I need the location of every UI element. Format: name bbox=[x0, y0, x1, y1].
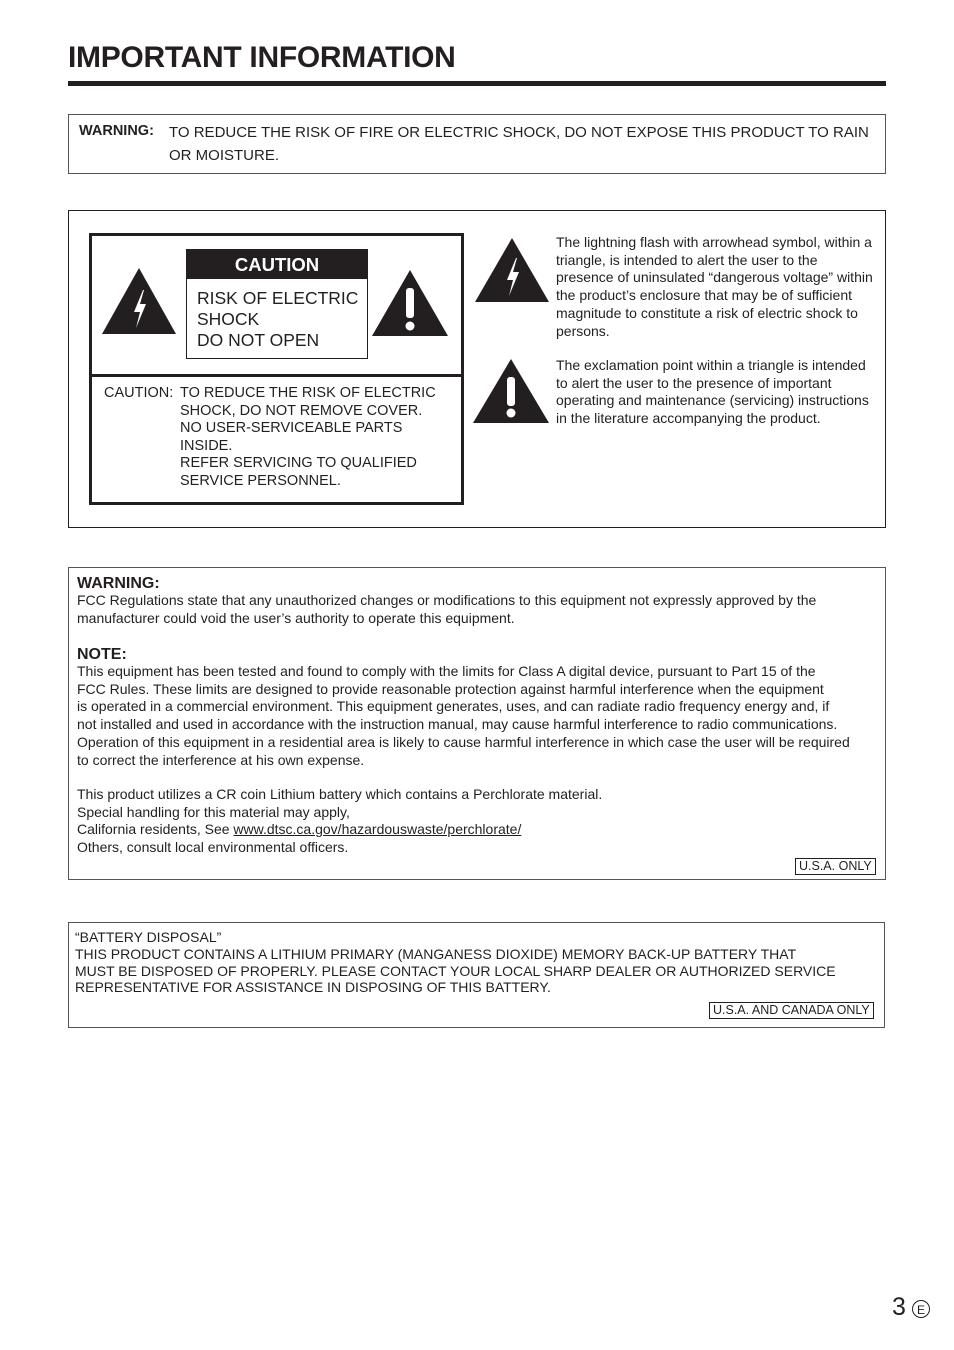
fcc-note-line: to correct the interference at his own expense. bbox=[77, 751, 365, 768]
fcc-note-text bbox=[77, 663, 877, 769]
warning-text: TO REDUCE THE RISK OF FIRE OR ELECTRIC SHOCK, DO NOT EXPOSE THIS PRODUCT TO RAIN OR MOISTURE. bbox=[169, 124, 869, 164]
caution-label-divider bbox=[89, 374, 464, 377]
battery-disposal-line: REPRESENTATIVE FOR ASSISTANCE IN DISPOSING OF THIS BATTERY. bbox=[75, 979, 551, 996]
perchlorate-notice bbox=[77, 786, 877, 857]
caution-line: RISK OF ELECTRIC bbox=[197, 288, 359, 308]
page-title: IMPORTANT INFORMATION bbox=[68, 41, 456, 74]
fcc-note-line: Operation of this equipment in a residential area is likely to cause harmful interference in which case the user will be required bbox=[77, 733, 850, 750]
battery-disposal-text bbox=[75, 929, 875, 996]
california-prefix: California residents, See bbox=[77, 821, 234, 838]
perchlorate-link[interactable]: www.dtsc.ca.gov/hazardouswaste/perchlorate/ bbox=[233, 821, 522, 838]
caution-line: SHOCK bbox=[197, 309, 260, 329]
fcc-note-line: not installed and used in accordance with the instruction manual, may cause harmful interference to radio communications. bbox=[77, 716, 838, 733]
perchlorate-line: This product utilizes a CR coin Lithium battery which contains a Perchlorate material. bbox=[77, 786, 603, 802]
page-number: 3 bbox=[892, 1293, 906, 1321]
fcc-note-heading: NOTE: bbox=[77, 646, 127, 663]
fcc-note-line: is operated in a commercial environment. This equipment generates, uses, and can radiate radio frequency energy and, if bbox=[77, 698, 830, 715]
others-line: Others, consult local environmental officers. bbox=[77, 839, 349, 856]
language-badge: E bbox=[912, 1300, 930, 1318]
lightning-symbol-icon bbox=[473, 236, 551, 304]
fcc-warning-line: FCC Regulations state that any unauthorized changes or modifications to this equipment not expressly approved by the bbox=[77, 592, 817, 608]
caution-note-line: INSIDE. bbox=[180, 437, 233, 454]
caution-note-line: TO REDUCE THE RISK OF ELECTRIC bbox=[180, 385, 436, 401]
perchlorate-line: Special handling for this material may apply, bbox=[77, 803, 350, 820]
fcc-warning-text bbox=[77, 592, 877, 627]
battery-disposal-line: MUST BE DISPOSED OF PROPERLY. PLEASE CONTACT YOUR LOCAL SHARP DEALER OR AUTHORIZED SERVICE bbox=[75, 962, 836, 979]
region-tag-usa-canada: U.S.A. AND CANADA ONLY bbox=[709, 1002, 874, 1019]
exclamation-symbol-description: The exclamation point within a triangle is intended to alert the user to the presence of important operating and maintenance (servicing) instructions in the literature accompanying the product. bbox=[556, 357, 869, 427]
region-tag-usa: U.S.A. ONLY bbox=[795, 858, 876, 875]
title-rule bbox=[68, 81, 886, 86]
battery-disposal-line: THIS PRODUCT CONTAINS A LITHIUM PRIMARY (MANGANESS DIOXIDE) MEMORY BACK-UP BATTERY THAT bbox=[75, 945, 797, 962]
caution-note-line: SERVICE PERSONNEL. bbox=[180, 472, 341, 489]
caution-note-line: SHOCK, DO NOT REMOVE COVER. bbox=[180, 402, 423, 419]
caution-note-line: NO USER-SERVICEABLE PARTS bbox=[180, 420, 403, 437]
caution-heading: CAUTION bbox=[186, 249, 368, 279]
fcc-warning-heading: WARNING: bbox=[77, 575, 160, 592]
exclamation-symbol-icon bbox=[471, 357, 551, 425]
caution-note-text bbox=[180, 385, 460, 491]
battery-disposal-title: “BATTERY DISPOSAL” bbox=[75, 929, 222, 945]
fcc-note-line: This equipment has been tested and found to comply with the limits for Class A digital device, pursuant to Part 15 of the bbox=[77, 663, 816, 679]
california-line bbox=[77, 821, 877, 839]
caution-note-label: CAUTION: bbox=[104, 385, 174, 401]
lightning-symbol-description: The lightning flash with arrowhead symbol, within a triangle, is intended to alert the user to the presence of uninsulated “dangerous voltage” within the product’s enclosure that may be of sufficient magnitude to constitute a risk of electric shock to persons. bbox=[556, 234, 873, 339]
lightning-warning-icon bbox=[100, 266, 178, 336]
fcc-warning-line: manufacturer could void the user’s authority to operate this equipment. bbox=[77, 609, 515, 626]
warning-label: WARNING: bbox=[79, 123, 154, 139]
caution-note-line: REFER SERVICING TO QUALIFIED bbox=[180, 455, 417, 472]
exclamation-warning-icon bbox=[370, 268, 450, 338]
fcc-note-line: FCC Rules. These limits are designed to provide reasonable protection against harmful interference when the equipment bbox=[77, 680, 824, 697]
caution-line: DO NOT OPEN bbox=[197, 330, 320, 350]
